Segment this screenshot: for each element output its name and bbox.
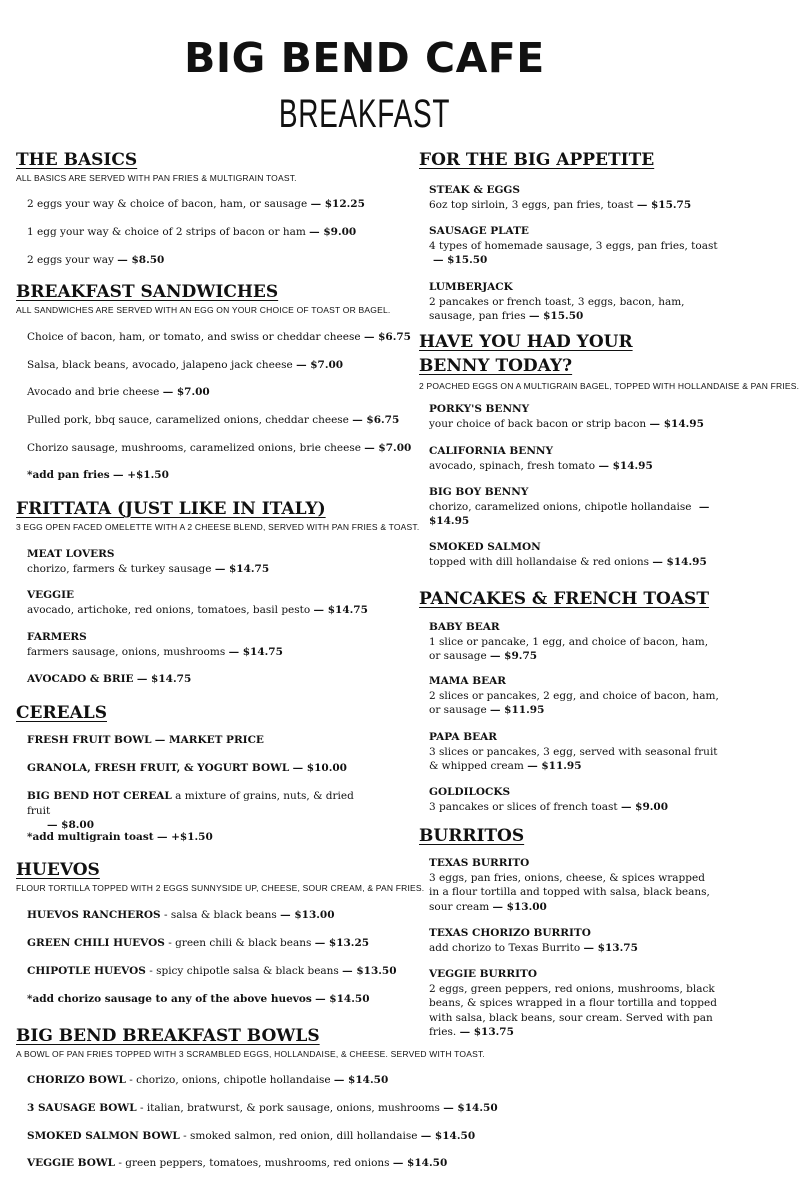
item-name: CALIFORNIA BENNY	[429, 445, 554, 457]
menu-item	[27, 253, 164, 268]
item-price: — $13.25	[314, 937, 370, 949]
menu-item	[27, 358, 343, 373]
menu-item	[27, 385, 210, 400]
item-price: — $14.95	[652, 555, 707, 568]
item-desc: avocado, spinach, fresh tomato	[429, 459, 596, 472]
menu-item	[429, 926, 638, 955]
section-cereals	[16, 703, 107, 723]
item-price: — $13.75	[583, 941, 638, 954]
item-price: — $14.50	[315, 993, 370, 1005]
item-name: GREEN CHILI HUEVOS	[27, 937, 165, 949]
menu-item	[429, 730, 719, 774]
item-name: GRANOLA, FRESH FRUIT, & YOGURT BOWL	[27, 762, 290, 774]
section-heading: HAVE YOU HAD YOUR	[419, 332, 633, 352]
item-desc: 3 pancakes or slices of french toast	[429, 800, 618, 813]
section-burritos	[419, 826, 524, 846]
menu-item	[429, 674, 724, 718]
menu-item	[429, 280, 699, 324]
item-desc: - chorizo, onions, chipotle hollandaise	[129, 1074, 331, 1086]
menu-item	[27, 468, 169, 483]
item-name: AVOCADO & BRIE	[27, 673, 134, 685]
item-name: SMOKED SALMON BOWL	[27, 1130, 180, 1142]
item-name: LUMBERJACK	[429, 281, 513, 293]
item-price: — $15.50	[528, 310, 584, 322]
item-desc: - green chili & black beans	[168, 937, 312, 949]
menu-item	[27, 1073, 388, 1088]
item-price: — $6.75	[363, 331, 411, 343]
item-desc: topped with dill hollandaise & red onions	[429, 555, 650, 568]
menu-item	[429, 485, 719, 529]
menu-item	[27, 547, 269, 576]
item-desc: Chorizo sausage, mushrooms, caramelized onions, brie cheese	[27, 442, 361, 454]
item-price: — $14.75	[214, 562, 270, 575]
item-name: VEGGIE	[27, 589, 74, 601]
menu-title: BIG BEND CAFE	[184, 34, 545, 82]
item-price: — $13.50	[342, 965, 397, 977]
menu-item	[27, 588, 368, 617]
item-name: BIG BOY BENNY	[429, 486, 529, 498]
item-desc: chorizo, farmers & turkey sausage	[27, 562, 212, 575]
item-name: *add multigrain toast	[27, 831, 154, 843]
menu-item	[27, 225, 356, 240]
item-price: — $8.00	[47, 819, 95, 831]
menu-item	[429, 183, 691, 212]
item-desc: 6oz top sirloin, 3 eggs, pan fries, toast	[429, 198, 634, 211]
item-price: — $11.95	[527, 760, 582, 772]
item-desc: 1 egg your way & choice of 2 strips of bacon or ham	[27, 226, 306, 238]
menu-item	[429, 620, 719, 664]
item-price: — $14.50	[333, 1074, 389, 1086]
menu-item	[27, 413, 399, 428]
section-big-appetite	[419, 150, 654, 170]
item-desc: Avocado and brie cheese	[27, 386, 160, 398]
item-price: — $10.00	[292, 762, 347, 774]
section-frittata	[16, 499, 419, 532]
section-note: 2 POACHED EGGS ON A MULTIGRAIN BAGEL, TOPPED WITH HOLLANDAISE & PAN FRIES.	[419, 381, 799, 391]
item-price: — $14.95	[649, 417, 704, 430]
menu-item	[27, 1129, 475, 1144]
item-name: PAPA BEAR	[429, 731, 497, 743]
menu-item	[27, 936, 369, 951]
menu-item	[27, 830, 213, 845]
section-heading: CEREALS	[16, 703, 107, 723]
item-name: 3 SAUSAGE BOWL	[27, 1102, 137, 1114]
item-desc: avocado, artichoke, red onions, tomatoes, basil pesto	[27, 603, 311, 616]
item-name: SMOKED SALMON	[429, 541, 541, 553]
item-price: — $6.75	[352, 414, 400, 426]
section-note: FLOUR TORTILLA TOPPED WITH 2 EGGS SUNNYSIDE UP, CHEESE, SOUR CREAM, & PAN FRIES.	[16, 883, 425, 893]
item-name: MAMA BEAR	[429, 675, 506, 687]
item-price: — +$1.50	[156, 831, 213, 843]
menu-item	[429, 540, 707, 569]
item-desc: 2 slices or pancakes, 2 egg, and choice of bacon, ham, or sausage	[429, 689, 719, 716]
item-price: — $7.00	[296, 359, 344, 371]
item-desc: - spicy chipotle salsa & black beans	[149, 965, 339, 977]
item-desc: 2 eggs your way & choice of bacon, ham, or sausage	[27, 198, 308, 210]
section-sandwiches	[16, 282, 390, 315]
item-price: — +$1.50	[113, 469, 169, 481]
item-desc: farmers sausage, onions, mushrooms	[27, 645, 226, 658]
item-name: *add chorizo sausage to any of the above huevos	[27, 993, 312, 1005]
item-desc: chorizo, caramelized onions, chipotle hollandaise	[429, 500, 692, 513]
section-pancakes	[419, 589, 709, 609]
section-note: ALL SANDWICHES ARE SERVED WITH AN EGG ON YOUR CHOICE OF TOAST OR BAGEL.	[16, 305, 391, 315]
item-name: *add pan fries	[27, 469, 110, 481]
menu-item	[27, 992, 370, 1007]
section-heading: PANCAKES & FRENCH TOAST	[419, 589, 709, 609]
item-desc: 1 slice or pancake, 1 egg, and choice of bacon, ham, or sausage	[429, 635, 709, 662]
item-price: — $15.50	[433, 254, 488, 266]
item-name: BABY BEAR	[429, 621, 500, 633]
item-name: FRESH FRUIT BOWL	[27, 734, 152, 746]
item-price: — $11.95	[490, 704, 545, 716]
item-desc: 2 pancakes or french toast, 3 eggs, bacon, ham, sausage, pan fries	[429, 295, 685, 322]
item-name: HUEVOS RANCHEROS	[27, 909, 161, 921]
menu-item	[27, 908, 335, 923]
item-price: — MARKET PRICE	[154, 734, 264, 746]
menu-item	[27, 630, 283, 659]
item-desc: Salsa, black beans, avocado, jalapeno jack cheese	[27, 359, 293, 371]
item-price: — $14.75	[228, 645, 283, 658]
section-note: A BOWL OF PAN FRIES TOPPED WITH 3 SCRAMBLED EGGS, HOLLANDAISE, & CHEESE. SERVED WITH TOAST.	[16, 1049, 485, 1059]
section-huevos	[16, 860, 424, 893]
item-price: — $9.00	[620, 800, 669, 813]
item-desc: - green peppers, tomatoes, mushrooms, red onions	[118, 1157, 390, 1169]
menu-item	[27, 197, 365, 212]
item-price: — $9.75	[490, 650, 538, 662]
section-heading: BREAKFAST SANDWICHES	[16, 282, 279, 302]
menu-item	[27, 789, 377, 833]
item-name: VEGGIE BOWL	[27, 1157, 116, 1169]
menu-item	[429, 967, 719, 1040]
item-price: — $7.00	[162, 386, 210, 398]
item-price: — $9.00	[309, 226, 357, 238]
item-desc: - smoked salmon, red onion, dill hollandaise	[183, 1130, 418, 1142]
item-price: — $14.95	[429, 500, 710, 527]
menu-item	[27, 964, 397, 979]
item-price: — $14.75	[136, 673, 192, 685]
menu-item	[429, 402, 704, 431]
menu-item	[27, 733, 264, 748]
item-desc: 3 slices or pancakes, 3 egg, served with seasonal fruit & whipped cream	[429, 745, 718, 772]
item-desc: 2 eggs your way	[27, 254, 114, 266]
item-price: — $14.50	[420, 1130, 476, 1142]
item-desc: - salsa & black beans	[163, 909, 277, 921]
item-name: BIG BEND HOT CEREAL	[27, 790, 172, 802]
item-name: TEXAS BURRITO	[429, 857, 530, 869]
section-basics	[16, 150, 297, 183]
section-benny	[419, 330, 799, 391]
section-heading: BIG BEND BREAKFAST BOWLS	[16, 1026, 320, 1046]
item-desc: Choice of bacon, ham, or tomato, and swiss or cheddar cheese	[27, 331, 361, 343]
item-name: CHIPOTLE HUEVOS	[27, 965, 146, 977]
item-desc: add chorizo to Texas Burrito	[429, 941, 581, 954]
menu-item	[27, 1156, 447, 1171]
item-name: TEXAS CHORIZO BURRITO	[429, 927, 591, 939]
item-name: GOLDILOCKS	[429, 786, 511, 798]
item-price: — $8.50	[117, 254, 165, 266]
item-name: SAUSAGE PLATE	[429, 225, 529, 237]
section-heading: FRITTATA (JUST LIKE IN ITALY)	[16, 499, 326, 519]
menu-item	[27, 761, 347, 776]
section-heading-line2: BENNY TODAY?	[419, 356, 573, 376]
item-name: PORKY'S BENNY	[429, 403, 530, 415]
item-price: — $13.75	[459, 1026, 514, 1038]
item-desc: Pulled pork, bbq sauce, caramelized onions, cheddar cheese	[27, 414, 349, 426]
section-note: ALL BASICS ARE SERVED WITH PAN FRIES & MULTIGRAIN TOAST.	[16, 173, 297, 183]
item-desc: a mixture of grains, nuts, & dried fruit	[27, 790, 354, 817]
item-price: — $14.50	[392, 1157, 448, 1169]
item-name: FARMERS	[27, 631, 87, 643]
item-name: VEGGIE BURRITO	[429, 968, 538, 980]
item-price: — $12.25	[310, 198, 365, 210]
section-bowls	[16, 1026, 485, 1059]
item-desc: 2 eggs, green peppers, red onions, mushrooms, black beans, & spices wrapped in a flour tortilla and topped with salsa, black beans, sour cream. Served with pan fries.	[429, 982, 717, 1038]
section-heading: BURRITOS	[419, 826, 525, 846]
menu-item	[27, 441, 411, 456]
menu-item	[27, 1101, 498, 1116]
menu-item	[27, 672, 191, 687]
menu-item	[429, 224, 719, 268]
item-price: — $14.75	[313, 603, 368, 616]
item-desc: 3 eggs, pan fries, onions, cheese, & spices wrapped in a flour tortilla and topped with salsa, black beans, sour cream	[429, 871, 710, 913]
item-desc: 4 types of homemade sausage, 3 eggs, pan fries, toast	[429, 239, 718, 252]
section-heading: FOR THE BIG APPETITE	[419, 150, 655, 170]
item-name: MEAT LOVERS	[27, 548, 115, 560]
menu-subtitle: BREAKFAST	[278, 92, 451, 136]
item-price: — $7.00	[364, 442, 412, 454]
item-price: — $15.75	[636, 198, 692, 211]
menu-item	[429, 444, 653, 473]
menu-item	[429, 856, 714, 914]
item-price: — $14.95	[598, 459, 653, 472]
item-price: — $13.00	[280, 909, 335, 921]
item-price: — $14.50	[443, 1102, 498, 1114]
item-price: — $13.00	[492, 900, 547, 913]
menu-item	[429, 785, 668, 814]
item-desc: - italian, bratwurst, & pork sausage, onions, mushrooms	[139, 1102, 440, 1114]
menu-item	[27, 330, 411, 345]
section-heading: THE BASICS	[16, 150, 138, 170]
section-note: 3 EGG OPEN FACED OMELETTE WITH A 2 CHEESE BLEND, SERVED WITH PAN FRIES & TOAST.	[16, 522, 420, 532]
item-name: CHORIZO BOWL	[27, 1074, 126, 1086]
section-heading: HUEVOS	[16, 860, 100, 880]
item-desc: your choice of back bacon or strip bacon	[429, 417, 647, 430]
item-name: STEAK & EGGS	[429, 184, 520, 196]
